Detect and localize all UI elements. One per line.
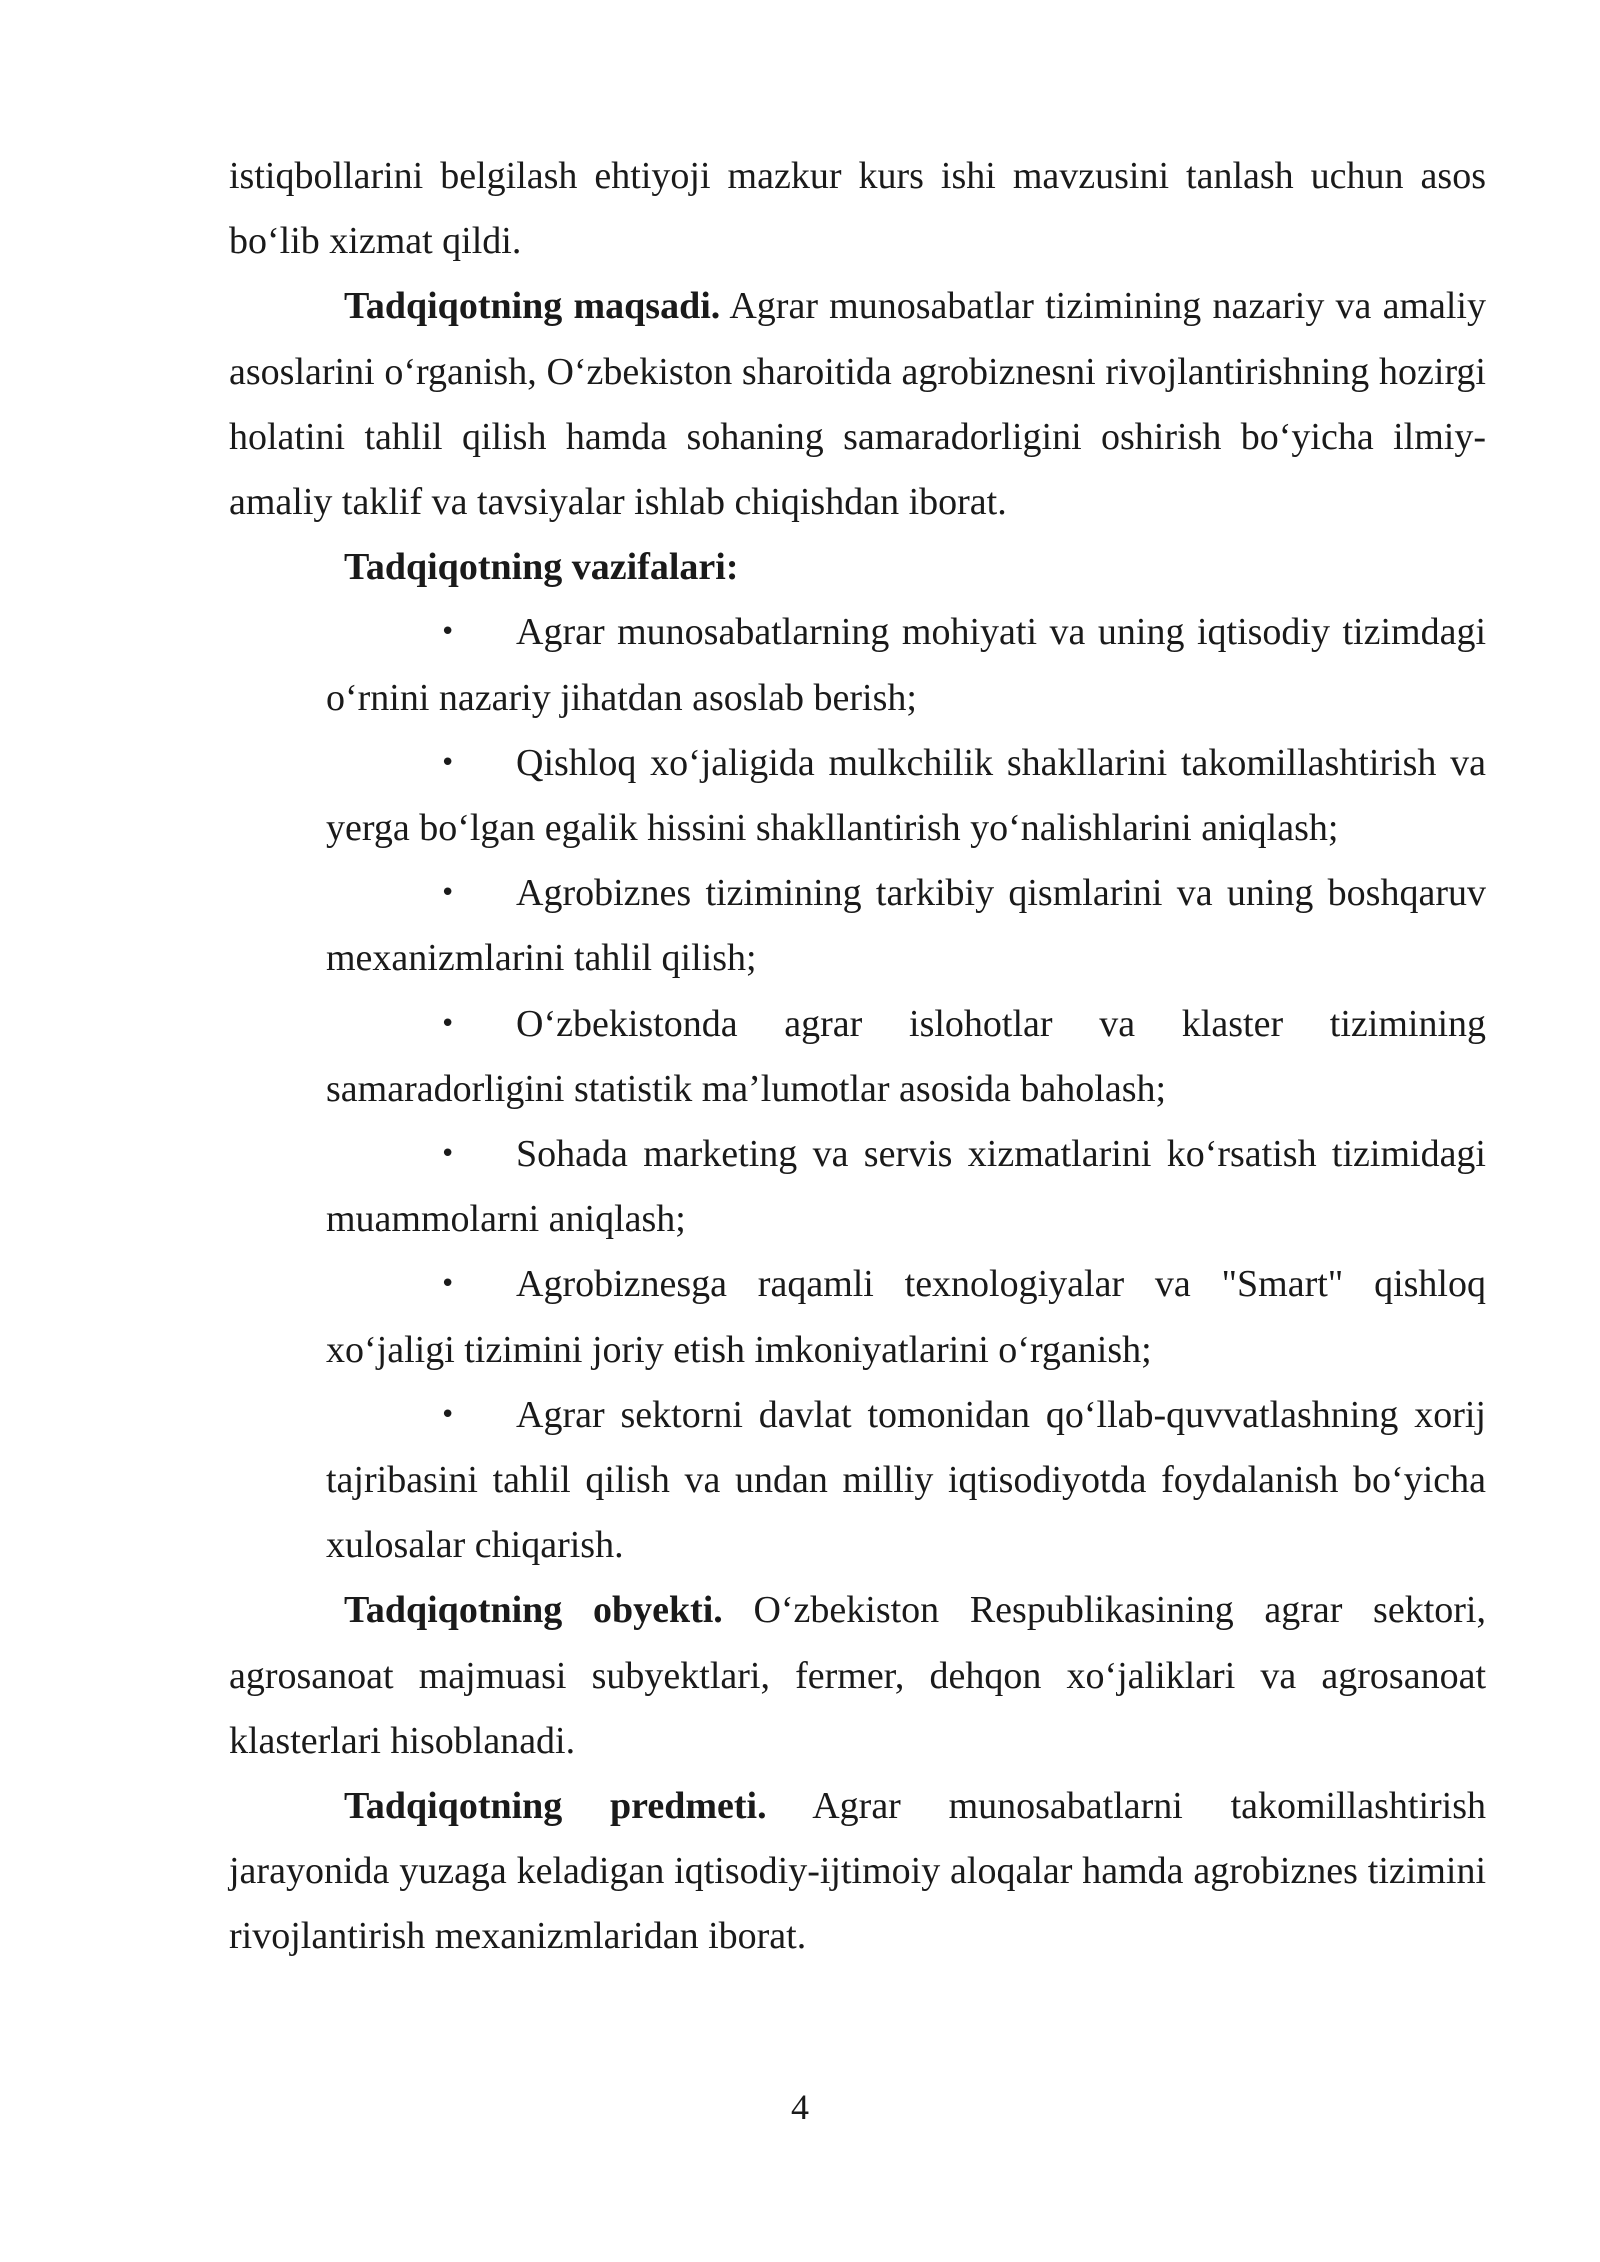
- subject-label: Tadqiqotning predmeti.: [344, 1785, 767, 1828]
- tasks-list: [229, 600, 1486, 1578]
- task-text: Agrobiznes tizimining tarkibiy qismlarini va uning boshqaruv mexanizmlarini tahlil qilish;: [326, 872, 1486, 980]
- object-text: O‘zbekiston Respublikasining agrar sektori, agrosanoat majmuasi subyektlari, fermer, dehqon xo‘jaliklari va agrosanoat klasterlari hisoblanadi.: [229, 1589, 1486, 1762]
- task-item: [326, 992, 1486, 1122]
- task-text: Qishloq xo‘jaligida mulkchilik shakllarini takomillashtirish va yerga bo‘lgan egalik hissini shakllantirish yo‘nalishlarini aniqlash;: [326, 741, 1486, 850]
- bullet-icon: •: [440, 1269, 456, 1300]
- task-text: O‘zbekistonda agrar islohotlar va klaster tizimining samaradorligini statistik ma’lumotlar asosida baholash;: [326, 1002, 1486, 1110]
- task-item: [326, 861, 1486, 991]
- subject-paragraph: [229, 1774, 1486, 1970]
- task-text: Sohada marketing va servis xizmatlarini ko‘rsatish tizimidagi muammolarni aniqlash;: [326, 1133, 1486, 1241]
- page-number: 4: [791, 2087, 809, 2127]
- goal-text: Agrar munosabatlar tizimining nazariy va amaliy asoslarini o‘rganish, O‘zbekiston sharoitida agrobiznesni rivojlantirishning hozirgi holatini tahlil qilish hamda sohaning samaradorligini oshirish bo‘yicha ilmiy-amaliy taklif va tavsiyalar ishlab chiqishdan iborat.: [229, 285, 1486, 524]
- task-item: [326, 1383, 1486, 1579]
- bullet-icon: •: [440, 617, 456, 648]
- task-item: [326, 600, 1486, 730]
- task-text: Agrar sektorni davlat tomonidan qo‘llab-quvvatlashning xorij tajribasini tahlil qilish va undan milliy iqtisodiyotda foydalanish bo‘yicha xulosalar chiqarish.: [326, 1393, 1486, 1567]
- task-item: [326, 1252, 1486, 1382]
- task-text: Agrar munosabatlarning mohiyati va uning iqtisodiy tizimdagi o‘rnini nazariy jihatdan asoslab berish;: [326, 611, 1486, 719]
- bullet-icon: •: [440, 1399, 456, 1430]
- task-text: Agrobiznesga raqamli texnologiyalar va "Smart" qishloq xo‘jaligi tizimini joriy etish imkoniyatlarini o‘rganish;: [326, 1263, 1486, 1371]
- bullet-icon: •: [440, 1139, 456, 1170]
- body-text: [229, 144, 1486, 1970]
- bullet-icon: •: [440, 1008, 456, 1039]
- task-item: [326, 1122, 1486, 1252]
- task-item: [326, 731, 1486, 861]
- goal-label: Tadqiqotning maqsadi.: [344, 285, 721, 328]
- bullet-icon: •: [440, 747, 456, 778]
- object-paragraph: [229, 1578, 1486, 1774]
- goal-paragraph: [229, 274, 1486, 535]
- bullet-icon: •: [440, 878, 456, 909]
- subject-text: Agrar munosabatlarni takomillashtirish jarayonida yuzaga keladigan iqtisodiy-ijtimoiy aloqalar hamda agrobiznes tizimini rivojlantirish mexanizmlaridan iborat.: [229, 1785, 1486, 1958]
- tasks-heading: Tadqiqotning vazifalari:: [344, 546, 739, 589]
- object-label: Tadqiqotning obyekti.: [344, 1589, 723, 1632]
- intro-continuation-paragraph: istiqbollarini belgilash ehtiyoji mazkur kurs ishi mavzusini tanlash uchun asos bo‘lib xizmat qildi.: [229, 155, 1486, 263]
